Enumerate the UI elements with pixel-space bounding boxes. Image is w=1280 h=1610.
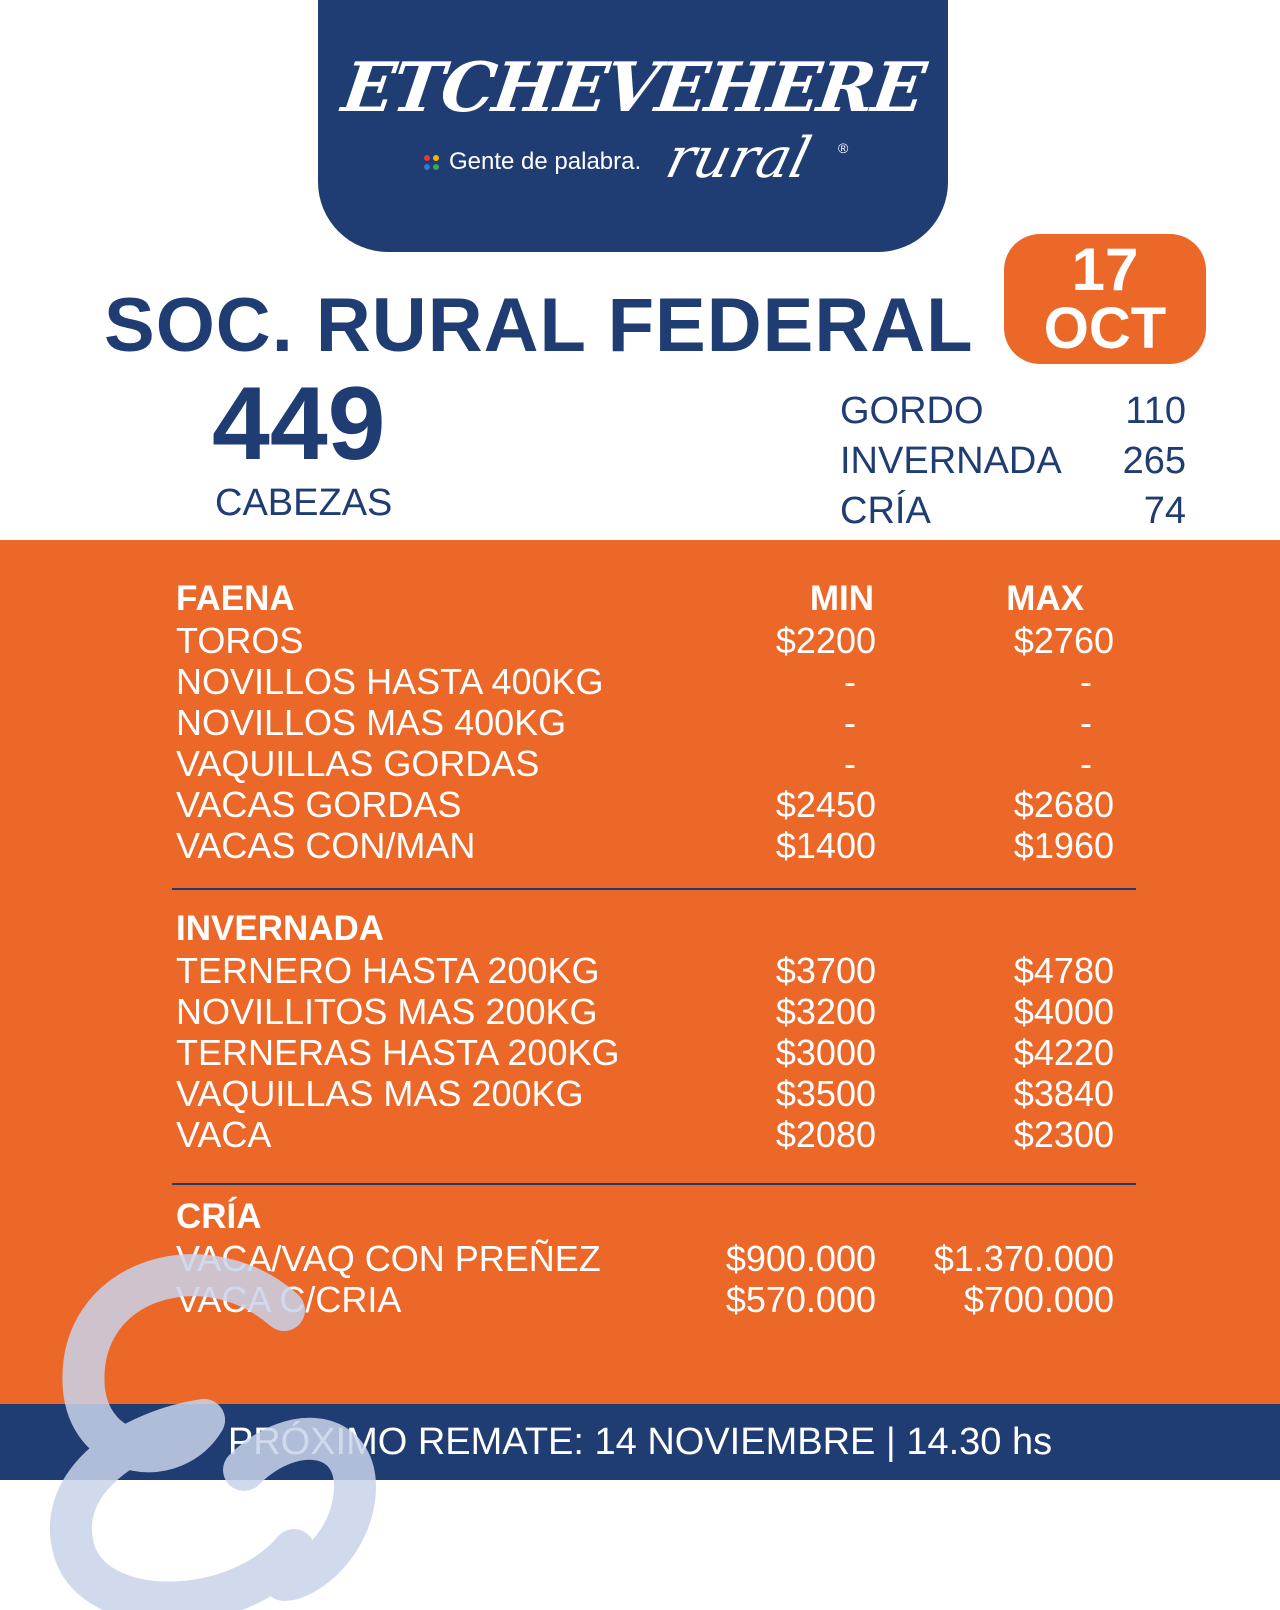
- max-price: -: [1080, 702, 1092, 743]
- min-price: -: [844, 743, 856, 784]
- section-title: FAENA: [176, 579, 295, 618]
- count-value: 110: [1125, 390, 1186, 432]
- registered-mark: ®: [838, 140, 849, 156]
- table-row: [176, 1073, 1136, 1115]
- table-row: [176, 991, 1136, 1033]
- min-price: -: [844, 661, 856, 702]
- min-price: $3000: [775, 1032, 876, 1073]
- count-row-gordo: [840, 386, 1186, 436]
- category-counts: [840, 386, 1186, 536]
- table-row: [176, 784, 1136, 826]
- brand-logo-card: [318, 0, 948, 252]
- max-price: $2760: [1013, 620, 1114, 661]
- row-label: VACAS GORDAS: [176, 784, 462, 825]
- section-title: CRÍA: [176, 1197, 262, 1236]
- brand-logo-wordmark: ETCHEVEHERE: [337, 48, 929, 128]
- page-title: SOC. RURAL FEDERAL: [104, 283, 974, 368]
- row-label: VACA: [176, 1114, 272, 1155]
- date-day: 17: [1071, 236, 1139, 303]
- cria-header: [176, 1196, 1136, 1238]
- table-row: [176, 825, 1136, 867]
- max-price: $1.370.000: [933, 1238, 1114, 1279]
- row-label: TOROS: [176, 620, 304, 661]
- section-divider: [172, 1183, 1136, 1185]
- slogan-text: Gente de palabra.: [449, 148, 642, 175]
- max-price: $700.000: [963, 1279, 1114, 1320]
- max-price: $2300: [1013, 1114, 1114, 1155]
- max-price: $4220: [1013, 1032, 1114, 1073]
- price-panel: [0, 540, 1280, 1404]
- table-row: [176, 950, 1136, 992]
- row-label: VACA C/CRIA: [176, 1279, 402, 1320]
- row-label: VAQUILLAS GORDAS: [176, 743, 540, 784]
- row-label: NOVILLITOS MAS 200KG: [176, 991, 598, 1032]
- min-price: $1400: [775, 825, 876, 866]
- min-column-header: MIN: [809, 579, 874, 618]
- table-row: [176, 1114, 1136, 1156]
- heads-label: CABEZAS: [215, 482, 393, 524]
- max-price: $1960: [1013, 825, 1114, 866]
- max-price: $4000: [1013, 991, 1114, 1032]
- count-value: 74: [1143, 490, 1186, 532]
- min-price: $2200: [775, 620, 876, 661]
- brand-slogan: [424, 148, 641, 176]
- max-price: $4780: [1013, 950, 1114, 991]
- table-row: [176, 1279, 1136, 1321]
- date-month: OCT: [1043, 296, 1167, 361]
- dots-icon: [424, 155, 439, 170]
- heads-total: 449: [212, 366, 386, 482]
- count-label: INVERNADA: [840, 440, 1062, 482]
- max-price: -: [1080, 661, 1092, 702]
- row-label: VACA/VAQ CON PREÑEZ: [176, 1238, 601, 1279]
- invernada-header: [176, 908, 1136, 950]
- next-auction-banner: PRÓXIMO REMATE: 14 NOVIEMBRE | 14.30 hs: [0, 1404, 1280, 1480]
- faena-header: [176, 578, 1136, 620]
- max-price: $2680: [1013, 784, 1114, 825]
- table-row: [176, 702, 1136, 744]
- date-badge: [1004, 234, 1206, 364]
- min-price: $3200: [775, 991, 876, 1032]
- count-value: 265: [1122, 440, 1186, 482]
- count-label: GORDO: [840, 390, 984, 432]
- row-label: TERNERAS HASTA 200KG: [176, 1032, 620, 1073]
- row-label: NOVILLOS HASTA 400KG: [176, 661, 604, 702]
- max-price: -: [1080, 743, 1092, 784]
- min-price: $900.000: [725, 1238, 876, 1279]
- min-price: $2450: [775, 784, 876, 825]
- count-row-cria: [840, 486, 1186, 536]
- min-price: $3700: [775, 950, 876, 991]
- table-row: [176, 620, 1136, 662]
- row-label: VAQUILLAS MAS 200KG: [176, 1073, 584, 1114]
- row-label: TERNERO HASTA 200KG: [176, 950, 600, 991]
- min-price: $2080: [775, 1114, 876, 1155]
- count-label: CRÍA: [840, 490, 931, 532]
- row-label: VACAS CON/MAN: [176, 825, 476, 866]
- section-title: INVERNADA: [176, 909, 385, 948]
- min-price: $570.000: [725, 1279, 876, 1320]
- max-price: $3840: [1013, 1073, 1114, 1114]
- table-row: [176, 743, 1136, 785]
- section-divider: [172, 888, 1136, 890]
- table-row: [176, 1032, 1136, 1074]
- row-label: NOVILLOS MAS 400KG: [176, 702, 567, 743]
- count-row-invernada: [840, 436, 1186, 486]
- min-price: $3500: [775, 1073, 876, 1114]
- table-row: [176, 661, 1136, 703]
- min-price: -: [844, 702, 856, 743]
- brand-logo-rural: rural: [659, 126, 818, 191]
- max-column-header: MAX: [1006, 579, 1084, 618]
- table-row: [176, 1238, 1136, 1280]
